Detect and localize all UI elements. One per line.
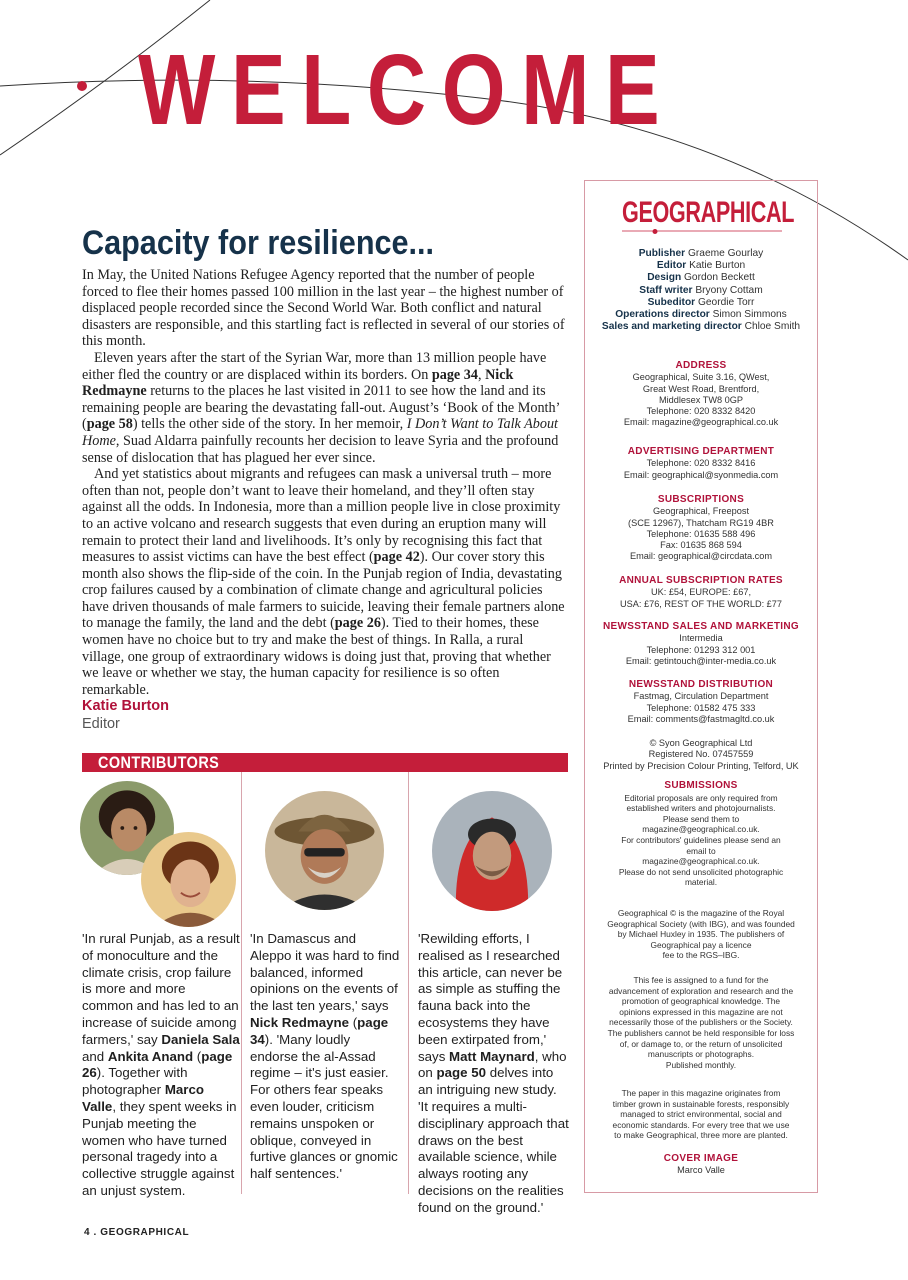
newsstand-sales-section [590, 621, 812, 667]
staff-entry: Subeditor Geordie Torr [647, 296, 755, 308]
sidebar-line: by Michael Huxley in 1935. The publishers of [617, 929, 785, 940]
address-section [590, 360, 812, 429]
sidebar-line: of, or damage to, or the return of unsolicited [619, 1038, 783, 1049]
contributors-heading: CONTRIBUTORS [98, 753, 220, 772]
sidebar-line: For contributors' guidelines please send an [621, 834, 781, 845]
avatar-matt-maynard [432, 791, 552, 911]
sidebar-line: Intermedia [679, 633, 723, 644]
sidebar-heading: SUBSCRIPTIONS [657, 494, 745, 505]
subscription-rates-section [590, 575, 812, 610]
sidebar-line: economic standards. For every tree that we use [612, 1119, 790, 1130]
sidebar-line: UK: £54, EUROPE: £67, [650, 587, 752, 598]
contributor-quote: 'In Damascus and Aleppo it was hard to find balanced, informed opinions on the events of the last ten years,' says Nick Redmayne (page 34). 'Many loudly endorse the al-Assad regime – it's just easier. For others fear speaks even louder, criticism remains unspoken or oblique, conveyed in furtive glances or gnomic half sentences.' [250, 931, 400, 1182]
sidebar-line: The publishers cannot be held responsible for loss [607, 1027, 795, 1038]
sidebar-line: This fee is assigned to a fund for the [633, 975, 769, 985]
staff-entry: Operations director Simon Simmons [615, 309, 787, 321]
page-title: WELCOME [138, 34, 676, 146]
sidebar-heading: COVER IMAGE [663, 1153, 739, 1164]
sidebar-line: (SCE 12967), Thatcham RG19 4BR [628, 517, 774, 528]
sidebar-line: Email: magazine@geographical.co.uk [623, 417, 779, 428]
sidebar-line: Email: geographical@syonmedia.com [623, 469, 779, 480]
sidebar-heading: SUBMISSIONS [664, 780, 738, 791]
portrait-icon [432, 791, 552, 911]
sidebar-line: Editorial proposals are only required from [624, 792, 778, 803]
staff-list [590, 248, 812, 333]
sidebar-line: Geographical, Freepost [652, 506, 749, 517]
sidebar-line: USA: £76, REST OF THE WORLD: £77 [619, 598, 783, 609]
sidebar-line: Fastmag, Circulation Department [633, 691, 769, 702]
contributors-header-bar [82, 753, 568, 772]
page-footer: 4 . GEOGRAPHICAL [84, 1227, 190, 1238]
contributor-quote: 'Rewilding efforts, I realised as I researched this article, can never be as simple as stuffing the fauna back into the ecosystems they have been extirpated from,' says Matt Maynard, who on page 50 delves into an intriguing new study. 'It requires a multi-disciplinary approach that draws on the best available science, while always rooting any decisions on the realities found on the ground.' [418, 931, 569, 1215]
avatar-nick-redmayne [265, 791, 384, 910]
sidebar-line: established writers and photojournalists. [626, 803, 776, 814]
portrait-icon [265, 791, 384, 910]
sidebar-heading: NEWSSTAND SALES AND MARKETING [603, 621, 799, 632]
staff-entry: Sales and marketing director Chloe Smith [601, 321, 801, 333]
editorial-paragraph: Eleven years after the start of the Syrian War, more than 13 million people have either fled the country or are displaced within its borders. On page 34, Nick Redmayne returns to the places he last visited in 2011 to see how the land and its remaining people are bearing the devastating fall-out. August’s ‘Book of the Month’ (page 58) tells the other side of the story. In her memoir, I Don’t Want to Talk About Home, Suad Aldarra painfully recounts her decision to leave Syria and the profound sense of dislocation that has plagued her ever since. [82, 349, 560, 466]
sidebar-line: timber grown in sustainable forests, responsibly [612, 1098, 790, 1109]
column-divider [408, 772, 409, 1194]
sidebar-line: Registered No. 07457559 [648, 749, 754, 760]
column-divider [241, 772, 242, 1194]
sidebar-line: magazine@geographical.co.uk. [642, 824, 760, 835]
sidebar-line: necessarily those of the publishers or the Society. [609, 1017, 793, 1028]
sidebar-line: Marco Valle [677, 1165, 725, 1176]
sidebar-line: email to [686, 845, 716, 856]
editor-signature-role: Editor [82, 716, 120, 732]
sidebar-line: to make Geographical, three more are planted. [614, 1130, 788, 1141]
sidebar-line: Middlesex TW8 0GP [658, 394, 744, 405]
portrait-icon [141, 832, 236, 927]
sidebar-line: Geographical, Suite 3.16, QWest, [632, 372, 770, 383]
sidebar-line: Telephone: 01582 475 333 [646, 702, 756, 713]
sidebar-line: Fax: 01635 868 594 [660, 540, 742, 551]
geographical-masthead-logo: GEOGRAPHICAL [622, 196, 795, 229]
sidebar-line: Email: geographical@circdata.com [629, 551, 773, 562]
sidebar-line: Geographical pay a licence [650, 939, 752, 950]
sidebar-line: Email: comments@fastmagltd.co.uk [627, 713, 775, 724]
sidebar-line: Geographical © is the magazine of the Royal [617, 908, 785, 918]
sidebar-line: Published monthly. [665, 1059, 737, 1070]
staff-entry: Staff writer Bryony Cottam [639, 284, 763, 296]
sidebar-line: Please send them to [662, 813, 740, 824]
staff-entry: Editor Katie Burton [656, 260, 746, 272]
sidebar-line: Telephone: 01293 312 001 [646, 644, 756, 655]
sidebar-line: Printed by Precision Colour Printing, Telford, UK [603, 760, 799, 771]
sidebar-line: Telephone: 020 8332 8420 [646, 406, 756, 417]
orbit-dot [77, 81, 87, 91]
cover-image-section [590, 1153, 812, 1177]
submissions-section [590, 781, 812, 888]
editorial-paragraph: In May, the United Nations Refugee Agency reported that the number of people forced to flee their homes passed 100 million in the last year – the highest number of displaced people recorded since the Second World War. Both conflict and natural disasters are responsible, and this startling fact is reflected in several of our stories of this month. [82, 267, 565, 350]
editor-signature-name: Katie Burton [82, 698, 169, 714]
masthead-underline [622, 229, 782, 237]
advertising-section [590, 446, 812, 481]
sidebar-line: material. [684, 877, 718, 888]
rgs-section [590, 908, 812, 961]
sidebar-line: managed to strict environmental, social and [620, 1109, 782, 1120]
sidebar-line: Telephone: 020 8332 8416 [646, 458, 756, 469]
sidebar-line: Great West Road, Brentford, [642, 383, 760, 394]
sidebar-heading: ADVERTISING DEPARTMENT [627, 446, 775, 457]
sidebar-line: manuscripts or photographs. [647, 1049, 755, 1060]
company-section [590, 738, 812, 772]
sidebar-line: magazine@geographical.co.uk. [642, 856, 760, 867]
sidebar-line: advancement of exploration and research and the [608, 985, 794, 996]
editorial-paragraph: And yet statistics about migrants and refugees can mask a universal truth – more often than not, people don’t want to leave their homeland, and they’ll often stay against all the odds. In Indonesia, more than a million people live in close proximity to an active volcano and research suggests that even during an eruption many will remain to protect their land and livelihoods. It’s only by recognising this fact that measures to assist victims can have the best effect (page 42). Our cover story this month also shows the flip-side of the coin. In the Punjab region of India, devastating crop failures caused by a combination of climate change and agricultural policies have driven thousands of male farmers to suicide, leaving their female partners alone to manage the family, the land and the debt (page 26). Tied to their homes, these women have no choice but to try and make the best of things. In Ralla, a rural village, one group of extraordinary widows is doing just that, proving that whether we leave or whether we stay, the human capacity for resilience is so often remarkable. [82, 466, 565, 698]
subscriptions-section [590, 494, 812, 563]
sidebar-line: Telephone: 01635 588 496 [646, 528, 756, 539]
avatar-ankita-anand [141, 832, 236, 927]
paper-section [590, 1088, 812, 1141]
sidebar-line: fee to the RGS–IBG. [662, 950, 740, 961]
staff-entry: Publisher Graeme Gourlay [638, 248, 764, 259]
contributor-quote: 'In rural Punjab, as a result of monoculture and the climate crisis, crop failure is more and more common and has led to an increase of suicide among farmers,' say Daniela Sala and Ankita Anand (page 26). Together with photographer Marco Valle, they spent weeks in Punjab meeting the women who have turned personal tragedy into a collective struggle against an unjust system. [82, 931, 240, 1198]
editorial-body [82, 267, 566, 698]
editorial-headline: Capacity for resilience... [82, 224, 435, 262]
sidebar-heading: ANNUAL SUBSCRIPTION RATES [619, 575, 783, 586]
sidebar-heading: NEWSSTAND DISTRIBUTION [628, 679, 774, 690]
sidebar-line: promotion of geographical knowledge. The [621, 996, 781, 1007]
sidebar-line: The paper in this magazine originates from [621, 1088, 781, 1098]
staff-entry: Design Gordon Beckett [647, 272, 755, 284]
sidebar-line: Email: getintouch@inter-media.co.uk [625, 655, 777, 666]
sidebar-heading: ADDRESS [675, 360, 727, 371]
sidebar-line: © Syon Geographical Ltd [649, 738, 753, 748]
fee-section [590, 975, 812, 1070]
sidebar-line: Geographical Society (with IBG), and was founded [607, 918, 795, 929]
sidebar-line: opinions expressed in this magazine are not [619, 1006, 783, 1017]
newsstand-distribution-section [590, 679, 812, 725]
sidebar-line: Please do not send unsolicited photographic [618, 866, 784, 877]
